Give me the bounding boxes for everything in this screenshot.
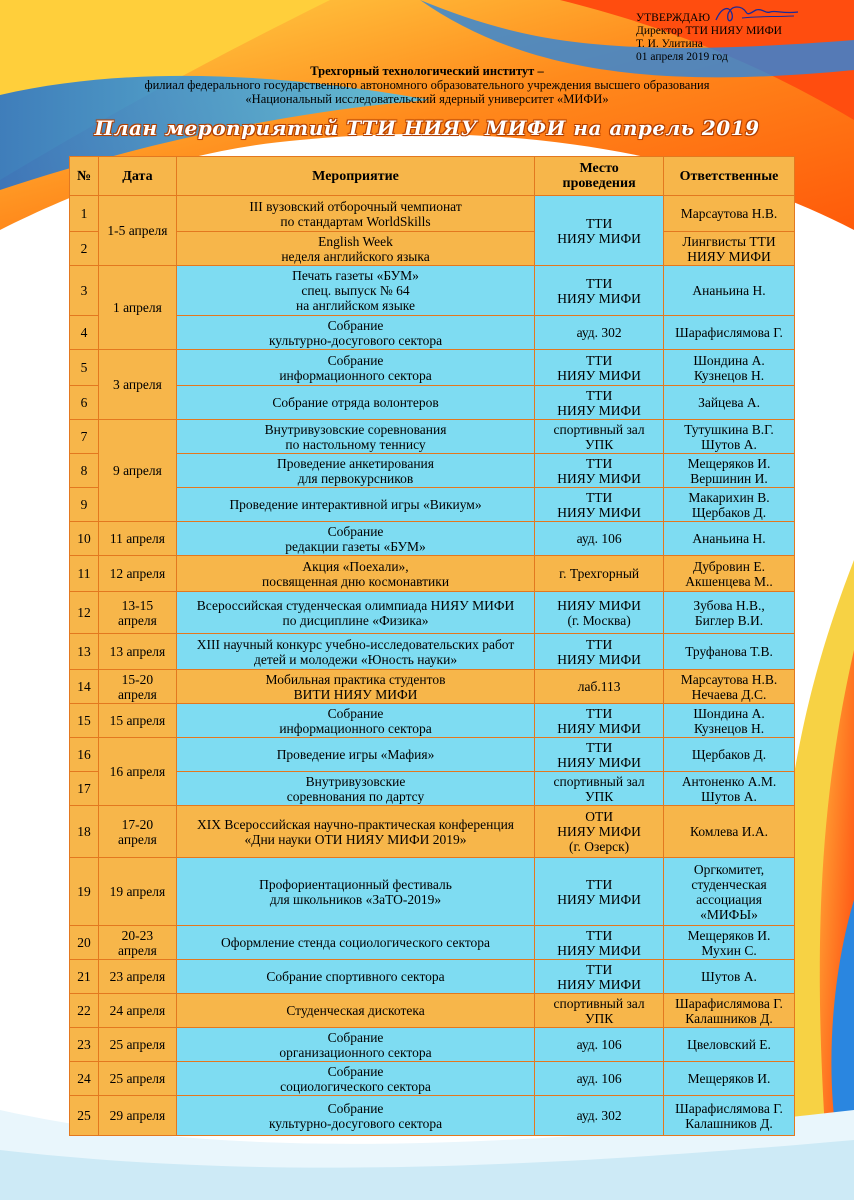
row-place: [535, 266, 664, 316]
row-event: [176, 806, 534, 858]
row-responsible-line: Мещеряков И.: [687, 927, 771, 943]
row-responsible: [664, 316, 795, 350]
row-event: [176, 420, 534, 454]
row-place-line: ТТИ: [585, 705, 613, 721]
approval-position: Директор ТТИ НИЯУ МИФИ: [636, 25, 782, 37]
row-date: 15 апреля: [98, 704, 176, 738]
row-date: 13-15 апреля: [98, 592, 176, 634]
row-event-line: XIX Всероссийская научно-практическая конференция: [197, 816, 515, 832]
row-event: [176, 1028, 534, 1062]
row-responsible: [664, 420, 795, 454]
row-event: [176, 994, 534, 1028]
row-event-line: Собрание: [327, 1100, 384, 1116]
row-number: 13: [70, 634, 99, 670]
row-event-line: организационного сектора: [279, 1044, 432, 1060]
row-responsible-line: Марсаутова Н.В.: [680, 671, 778, 687]
table-row: [70, 266, 795, 316]
row-event-line: информационного сектора: [279, 720, 432, 736]
signature: [712, 2, 802, 28]
table-row: [70, 488, 795, 522]
row-date: 25 апреля: [98, 1028, 176, 1062]
row-event: [176, 1096, 534, 1136]
row-responsible: [664, 704, 795, 738]
row-responsible: [664, 556, 795, 592]
row-event-line: Собрание: [327, 523, 384, 539]
row-place-line: ауд. 106: [576, 531, 622, 546]
row-place-line: НИЯУ МИФИ: [557, 290, 641, 306]
table-row: [70, 1062, 795, 1096]
row-place: [535, 704, 664, 738]
row-date: 19 апреля: [98, 858, 176, 926]
header-num: №: [70, 157, 99, 196]
header-event: Мероприятие: [176, 157, 534, 196]
table-row: [70, 196, 795, 232]
row-responsible-line: Щербаков Д.: [691, 504, 767, 520]
row-place-line: лаб.113: [577, 679, 621, 694]
table-row: [70, 670, 795, 704]
row-place-line: ауд. 302: [576, 1108, 622, 1123]
header-resp: Ответственные: [664, 157, 795, 196]
row-responsible: [664, 386, 795, 420]
row-number: 17: [70, 772, 99, 806]
row-responsible: [664, 592, 795, 634]
row-event-line: по дисциплине «Физика»: [282, 612, 429, 628]
row-number: 15: [70, 704, 99, 738]
row-event: [176, 386, 534, 420]
row-responsible-line: Мухин С.: [701, 942, 757, 958]
row-place-line: НИЯУ МИФИ: [557, 402, 641, 418]
plan-title: План мероприятий ТТИ НИЯУ МИФИ на апрель 2019: [94, 116, 760, 140]
row-date: 11 апреля: [98, 522, 176, 556]
row-event: [176, 232, 534, 266]
row-event-line: Собрание: [327, 1029, 384, 1045]
row-place-line: (г. Озерск): [569, 839, 630, 854]
row-responsible: [664, 634, 795, 670]
row-event: [176, 196, 534, 232]
row-responsible-line: Кузнецов Н.: [693, 367, 765, 383]
row-place: [535, 858, 664, 926]
row-place-line: УПК: [584, 788, 614, 804]
row-place-line: ТТИ: [585, 636, 613, 652]
row-place: [535, 196, 664, 266]
row-event-line: социологического сектора: [280, 1078, 431, 1094]
row-event-line: спец. выпуск № 64: [301, 283, 410, 298]
row-responsible-line: Шарафислямова Г.: [675, 1100, 783, 1116]
row-responsible-line: Шутов А.: [701, 436, 757, 452]
row-responsible: [664, 772, 795, 806]
row-event: [176, 960, 534, 994]
table-header-row: [70, 157, 795, 196]
row-date: 29 апреля: [98, 1096, 176, 1136]
row-responsible: [664, 350, 795, 386]
row-event-line: III вузовский отборочный чемпионат: [249, 198, 462, 214]
row-event: [176, 556, 534, 592]
row-responsible-line: Шутов А.: [701, 969, 757, 984]
row-event-line: ВИТИ НИЯУ МИФИ: [293, 686, 418, 702]
row-responsible: [664, 806, 795, 858]
table-row: [70, 960, 795, 994]
row-number: 11: [70, 556, 99, 592]
row-responsible-line: Щербаков Д.: [691, 747, 767, 762]
row-date: 24 апреля: [98, 994, 176, 1028]
approval-title: УТВЕРЖДАЮ: [636, 12, 711, 24]
table-row: [70, 454, 795, 488]
table-row: [70, 1028, 795, 1062]
row-event-line: Проведение игры «Мафия»: [276, 747, 435, 762]
row-place: [535, 1028, 664, 1062]
row-event-line: Профориентационный фестиваль: [259, 876, 452, 892]
row-responsible: [664, 522, 795, 556]
row-responsible: [664, 196, 795, 232]
row-responsible-line: Комлева И.А.: [690, 824, 768, 839]
row-event-line: информационного сектора: [279, 367, 432, 383]
table-row: [70, 350, 795, 386]
row-event-line: Собрание: [327, 317, 384, 333]
row-number: 12: [70, 592, 99, 634]
row-date: 12 апреля: [98, 556, 176, 592]
row-place-line: ТТИ: [585, 215, 613, 231]
row-date: 17-20 апреля: [98, 806, 176, 858]
row-responsible-line: Кузнецов Н.: [693, 720, 765, 736]
row-number: 14: [70, 670, 99, 704]
row-responsible-line: Акшенцева М..: [685, 573, 773, 589]
row-event-line: посвященная дню космонавтики: [261, 573, 450, 589]
row-place: [535, 420, 664, 454]
row-responsible-line: Лингвисты ТТИ: [682, 233, 776, 249]
row-event-line: «Дни науки ОТИ НИЯУ МИФИ 2019»: [244, 831, 467, 847]
table-row: [70, 738, 795, 772]
row-place-line: НИЯУ МИФИ: [557, 720, 641, 736]
row-place: [535, 592, 664, 634]
row-place: [535, 926, 664, 960]
organization-header: [0, 64, 854, 106]
row-place-line: спортивный зал: [553, 995, 645, 1011]
row-date: 23 апреля: [98, 960, 176, 994]
row-event-line: Всероссийская студенческая олимпиада НИЯУ МИФИ: [196, 597, 515, 613]
row-responsible: [664, 1062, 795, 1096]
row-responsible: [664, 926, 795, 960]
row-responsible-line: Мещеряков И.: [687, 1071, 771, 1086]
row-event: [176, 1062, 534, 1096]
row-event-line: по настольному теннису: [285, 436, 426, 452]
row-responsible-line: ассоциация: [696, 891, 762, 907]
row-place-line: г. Трехгорный: [559, 566, 640, 581]
row-date: 1 апреля: [98, 266, 176, 350]
row-place-line: ТТИ: [585, 352, 613, 368]
row-event-line: культурно-досугового сектора: [268, 1115, 443, 1131]
row-place: [535, 386, 664, 420]
row-place: [535, 350, 664, 386]
row-responsible-line: Ананьина Н.: [692, 531, 766, 546]
table-row: [70, 634, 795, 670]
row-event: [176, 454, 534, 488]
header-place: [535, 157, 664, 196]
table-row: [70, 926, 795, 960]
row-place: [535, 454, 664, 488]
row-event-line: культурно-досугового сектора: [268, 332, 443, 348]
row-responsible: [664, 670, 795, 704]
row-place-line: НИЯУ МИФИ: [557, 824, 641, 839]
row-place: [535, 670, 664, 704]
row-place-line: ТТИ: [585, 876, 613, 892]
row-responsible-line: Ананьина Н.: [692, 283, 766, 298]
row-place-line: ТТИ: [585, 739, 613, 755]
table-row: [70, 1096, 795, 1136]
row-place-line: НИЯУ МИФИ: [557, 230, 641, 246]
header-date: Дата: [98, 157, 176, 196]
row-place-line: НИЯУ МИФИ: [557, 504, 641, 520]
row-place-line: спортивный зал: [553, 773, 645, 789]
row-number: 6: [70, 386, 99, 420]
events-table: [69, 156, 795, 1136]
row-responsible-line: Шарафислямова Г.: [675, 325, 783, 340]
row-event: [176, 738, 534, 772]
row-number: 16: [70, 738, 99, 772]
row-event-line: XIII научный конкурс учебно-исследовательских работ: [196, 636, 515, 652]
row-event: [176, 858, 534, 926]
approval-date: 01 апреля 2019 год: [636, 51, 728, 63]
row-number: 1: [70, 196, 99, 232]
row-event-line: Внутривузовские: [305, 773, 406, 789]
row-place: [535, 806, 664, 858]
row-place: [535, 1062, 664, 1096]
row-place-line: ауд. 106: [576, 1037, 622, 1052]
row-responsible: [664, 960, 795, 994]
row-event-line: Проведение анкетирования: [277, 455, 434, 471]
row-place: [535, 772, 664, 806]
row-responsible: [664, 858, 795, 926]
table-row: [70, 994, 795, 1028]
row-number: 7: [70, 420, 99, 454]
table-row: [70, 556, 795, 592]
row-number: 22: [70, 994, 99, 1028]
row-responsible-line: Труфанова Т.В.: [685, 644, 773, 659]
row-event-line: Собрание спортивного сектора: [266, 969, 445, 984]
row-event: [176, 926, 534, 960]
row-responsible-line: Биглер В.И.: [694, 612, 764, 628]
table-row: [70, 806, 795, 858]
row-number: 25: [70, 1096, 99, 1136]
row-responsible-line: НИЯУ МИФИ: [687, 248, 771, 264]
row-event-line: Собрание: [327, 352, 384, 368]
row-place-line: УПК: [584, 1010, 614, 1026]
row-responsible: [664, 1028, 795, 1062]
table-row: [70, 386, 795, 420]
row-event-line: English Week: [318, 233, 393, 249]
row-place-line: НИЯУ МИФИ: [557, 891, 641, 907]
table-row: [70, 522, 795, 556]
row-number: 9: [70, 488, 99, 522]
row-event-line: Собрание: [327, 705, 384, 721]
row-responsible-line: Калашников Д.: [685, 1010, 773, 1026]
row-number: 20: [70, 926, 99, 960]
row-number: 2: [70, 232, 99, 266]
org-line-2: филиал федерального государственного автономного образовательного учреждения высшего образования: [144, 78, 710, 92]
row-number: 8: [70, 454, 99, 488]
row-place: [535, 960, 664, 994]
row-date: 9 апреля: [98, 420, 176, 522]
row-number: 5: [70, 350, 99, 386]
row-responsible-line: Оргкомитет,: [693, 861, 765, 877]
row-place-line: спортивный зал: [553, 421, 645, 437]
row-number: 18: [70, 806, 99, 858]
row-responsible: [664, 232, 795, 266]
row-event-line: неделя английского языка: [281, 248, 430, 264]
row-place-line: НИЯУ МИФИ: [557, 976, 641, 992]
row-responsible-line: Цвеловский Е.: [687, 1037, 771, 1052]
row-event: [176, 266, 534, 316]
row-place: [535, 556, 664, 592]
table-row: [70, 420, 795, 454]
row-responsible-line: Зайцева А.: [698, 395, 760, 410]
row-event-line: Оформление стенда социологического сектора: [221, 935, 491, 950]
row-responsible: [664, 454, 795, 488]
row-responsible-line: Зубова Н.В.,: [693, 597, 765, 613]
row-number: 21: [70, 960, 99, 994]
row-event-line: на английском языке: [296, 298, 415, 313]
row-place-line: ТТИ: [585, 927, 613, 943]
row-number: 23: [70, 1028, 99, 1062]
row-event: [176, 350, 534, 386]
row-number: 24: [70, 1062, 99, 1096]
row-event-line: Проведение интерактивной игры «Викиум»: [229, 497, 482, 512]
row-event: [176, 316, 534, 350]
row-place: [535, 488, 664, 522]
row-place-line: ОТИ: [585, 809, 613, 824]
row-responsible-line: Шутов А.: [701, 788, 757, 804]
row-responsible-line: Шондина А.: [693, 352, 765, 368]
row-event-line: Внутривузовские соревнования: [264, 421, 447, 437]
row-responsible-line: Калашников Д.: [685, 1115, 773, 1131]
row-event-line: соревнования по дартсу: [286, 788, 425, 804]
row-responsible: [664, 266, 795, 316]
row-place-line: НИЯУ МИФИ: [557, 367, 641, 383]
row-event: [176, 670, 534, 704]
row-place-line: ТТИ: [585, 387, 613, 403]
row-event-line: Акция «Поехали»,: [302, 558, 409, 574]
row-event-line: по стандартам WorldSkills: [280, 213, 431, 229]
row-place: [535, 994, 664, 1028]
row-date: 1-5 апреля: [98, 196, 176, 266]
row-number: 4: [70, 316, 99, 350]
table-row: [70, 592, 795, 634]
row-place: [535, 316, 664, 350]
row-responsible-line: Мещеряков И.: [687, 455, 771, 471]
row-event: [176, 592, 534, 634]
row-responsible-line: студенческая: [691, 876, 767, 892]
row-event-line: редакции газеты «БУМ»: [285, 538, 426, 554]
row-event-line: для школьников «ЗаТО-2019»: [269, 891, 442, 907]
row-responsible-line: Антоненко А.М.: [681, 773, 777, 789]
table-row: [70, 772, 795, 806]
row-date: 25 апреля: [98, 1062, 176, 1096]
row-place-line: ауд. 106: [576, 1071, 622, 1086]
row-place-line: НИЯУ МИФИ: [557, 597, 641, 613]
row-place-line: ТТИ: [585, 455, 613, 471]
row-event: [176, 704, 534, 738]
row-place-line: НИЯУ МИФИ: [557, 651, 641, 667]
row-responsible-line: Дубровин Е.: [693, 558, 765, 574]
row-responsible-line: «МИФЫ»: [700, 906, 758, 922]
row-responsible: [664, 738, 795, 772]
org-line-3: «Национальный исследовательский ядерный университет «МИФИ»: [245, 92, 609, 106]
row-event-line: для первокурсников: [297, 470, 414, 486]
row-place-line: НИЯУ МИФИ: [557, 470, 641, 486]
table-row: [70, 858, 795, 926]
row-date: 15-20 апреля: [98, 670, 176, 704]
row-place-line: ТТИ: [585, 275, 613, 291]
row-place: [535, 738, 664, 772]
row-event-line: Собрание: [327, 1063, 384, 1079]
row-responsible-line: Вершинин И.: [690, 470, 768, 486]
row-place-line: ауд. 302: [576, 325, 622, 340]
row-responsible-line: Тутушкина В.Г.: [684, 421, 774, 437]
row-number: 10: [70, 522, 99, 556]
row-responsible-line: Нечаева Д.С.: [691, 686, 767, 702]
row-place-line: ТТИ: [585, 961, 613, 977]
header-place-line: Место: [579, 161, 619, 176]
row-date: 20-23 апреля: [98, 926, 176, 960]
row-date: 3 апреля: [98, 350, 176, 420]
row-event: [176, 634, 534, 670]
row-place-line: (г. Москва): [567, 612, 631, 628]
table-row: [70, 232, 795, 266]
row-event-line: детей и молодежи «Юность науки»: [253, 651, 458, 667]
row-place-line: НИЯУ МИФИ: [557, 754, 641, 770]
table-row: [70, 316, 795, 350]
row-responsible-line: Шарафислямова Г.: [675, 995, 783, 1011]
row-place: [535, 634, 664, 670]
row-event-line: Мобильная практика студентов: [265, 671, 446, 687]
row-date: 16 апреля: [98, 738, 176, 806]
row-place-line: НИЯУ МИФИ: [557, 942, 641, 958]
row-event: [176, 488, 534, 522]
table-row: [70, 704, 795, 738]
row-event-line: Печать газеты «БУМ»: [292, 268, 419, 283]
row-event: [176, 522, 534, 556]
row-place-line: ТТИ: [585, 489, 613, 505]
row-responsible: [664, 994, 795, 1028]
row-number: 19: [70, 858, 99, 926]
header-place-line: проведения: [562, 176, 636, 191]
row-event-line: Студенческая дискотека: [286, 1003, 425, 1018]
row-event: [176, 772, 534, 806]
approval-person: Т. И. Улитина: [636, 38, 703, 50]
row-event-line: Собрание отряда волонтеров: [272, 395, 439, 410]
row-number: 3: [70, 266, 99, 316]
row-place-line: УПК: [584, 436, 614, 452]
row-place: [535, 1096, 664, 1136]
org-line-1: Трехгорный технологический институт –: [310, 64, 544, 78]
row-responsible-line: Макарихин В.: [688, 489, 770, 505]
row-responsible-line: Шондина А.: [693, 705, 765, 721]
row-responsible: [664, 1096, 795, 1136]
row-responsible: [664, 488, 795, 522]
row-place: [535, 522, 664, 556]
row-responsible-line: Марсаутова Н.В.: [680, 206, 778, 221]
row-date: 13 апреля: [98, 634, 176, 670]
